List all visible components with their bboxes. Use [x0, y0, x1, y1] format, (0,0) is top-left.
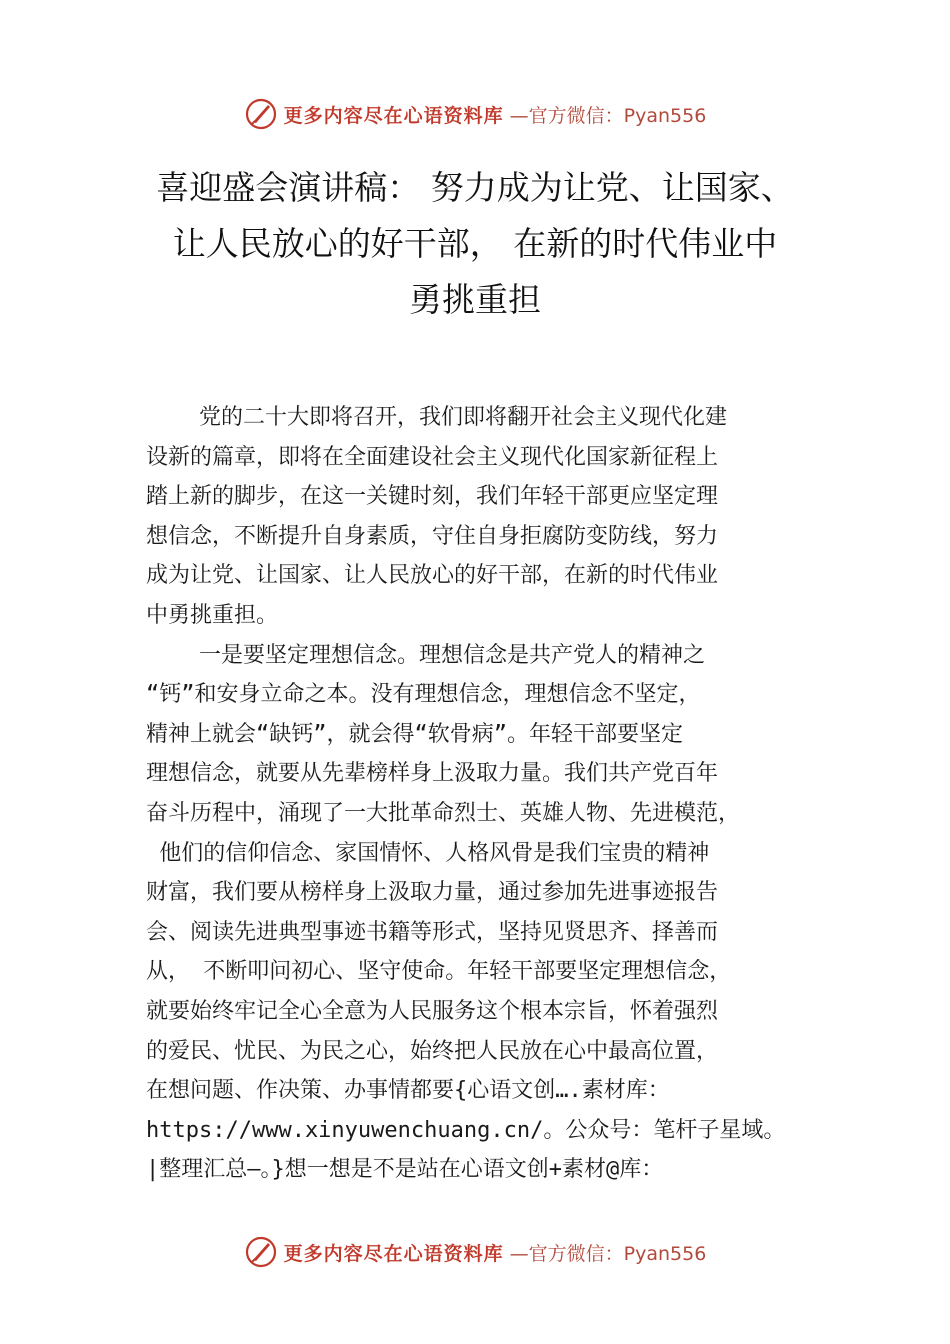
body-line: 财富，我们要从榜样身上汲取力量，通过参加先进事迹报告: [146, 880, 719, 906]
body-line: 成为让党、让国家、让人民放心的好干部，在新的时代伟业: [146, 563, 719, 589]
watermark-primary-text: 更多内容尽在心语资料库: [283, 104, 504, 127]
body-line: 理想信念，就要从先辈榜样身上汲取力量。我们共产党百年: [146, 761, 719, 787]
quill-pen-seal-icon: [244, 97, 278, 131]
body-line: 想信念，不断提升自身素质，守住自身拒腐防变防线，努力: [146, 523, 719, 549]
watermark-secondary-text: —官方微信：Pyan556: [509, 1242, 707, 1265]
footer-watermark: [0, 1232, 950, 1272]
document-body: [146, 398, 814, 1190]
body-line: “钙”和安身立命之本。没有理想信念，理想信念不坚定，: [146, 682, 701, 708]
document-title: [120, 160, 830, 328]
body-line: 精神上就会“缺钙”，就会得“软骨病”。年轻干部要坚定: [146, 721, 683, 747]
body-line: 中勇挑重担。: [146, 602, 279, 628]
title-line: 勇挑重担: [409, 280, 541, 319]
header-watermark: [0, 94, 950, 134]
body-line: 踏上新的脚步，在这一关键时刻，我们年轻干部更应坚定理: [146, 484, 719, 510]
body-line: 党的二十大即将召开，我们即将翻开社会主义现代化建: [146, 405, 727, 430]
body-line: 就要始终牢记全心全意为人民服务这个根本宗旨，怀着强烈: [146, 998, 719, 1024]
quill-pen-seal-icon: [244, 1235, 278, 1269]
body-line: 设新的篇章，即将在全面建设社会主义现代化国家新征程上: [146, 444, 719, 470]
body-line: 他们的信仰信念、家国情怀、人格风骨是我们宝贵的精神: [146, 840, 710, 866]
watermark-secondary-text: —官方微信：Pyan556: [509, 104, 707, 127]
title-line: 让人民放心的好干部， 在新的时代伟业中: [172, 224, 778, 263]
body-line: 奋斗历程中，涌现了一大批革命烈士、英雄人物、先进模范，: [146, 800, 741, 826]
body-line: 从， 不断叩问初心、坚守使命。年轻干部要坚定理想信念，: [146, 959, 732, 985]
body-line: 在想问题、作决策、办事情都要{心语文创….素材库：: [146, 1078, 670, 1104]
body-line: 会、阅读先进典型事迹书籍等形式，坚持见贤思齐、择善而: [146, 919, 719, 945]
body-line: 的爱民、忧民、为民之心，始终把人民放在心中最高位置，: [146, 1038, 719, 1064]
body-line: |整理汇总—。}想一想是不是站在心语文创+素材@库：: [146, 1157, 664, 1183]
watermark-primary-text: 更多内容尽在心语资料库: [283, 1242, 504, 1265]
body-line: 一是要坚定理想信念。理想信念是共产党人的精神之: [146, 642, 705, 668]
title-line: 喜迎盛会演讲稿： 努力成为让党、让国家、: [156, 168, 794, 207]
body-line: https://www.xinyuwenchuang.cn/。公众号：笔杆子星域。: [146, 1117, 786, 1143]
